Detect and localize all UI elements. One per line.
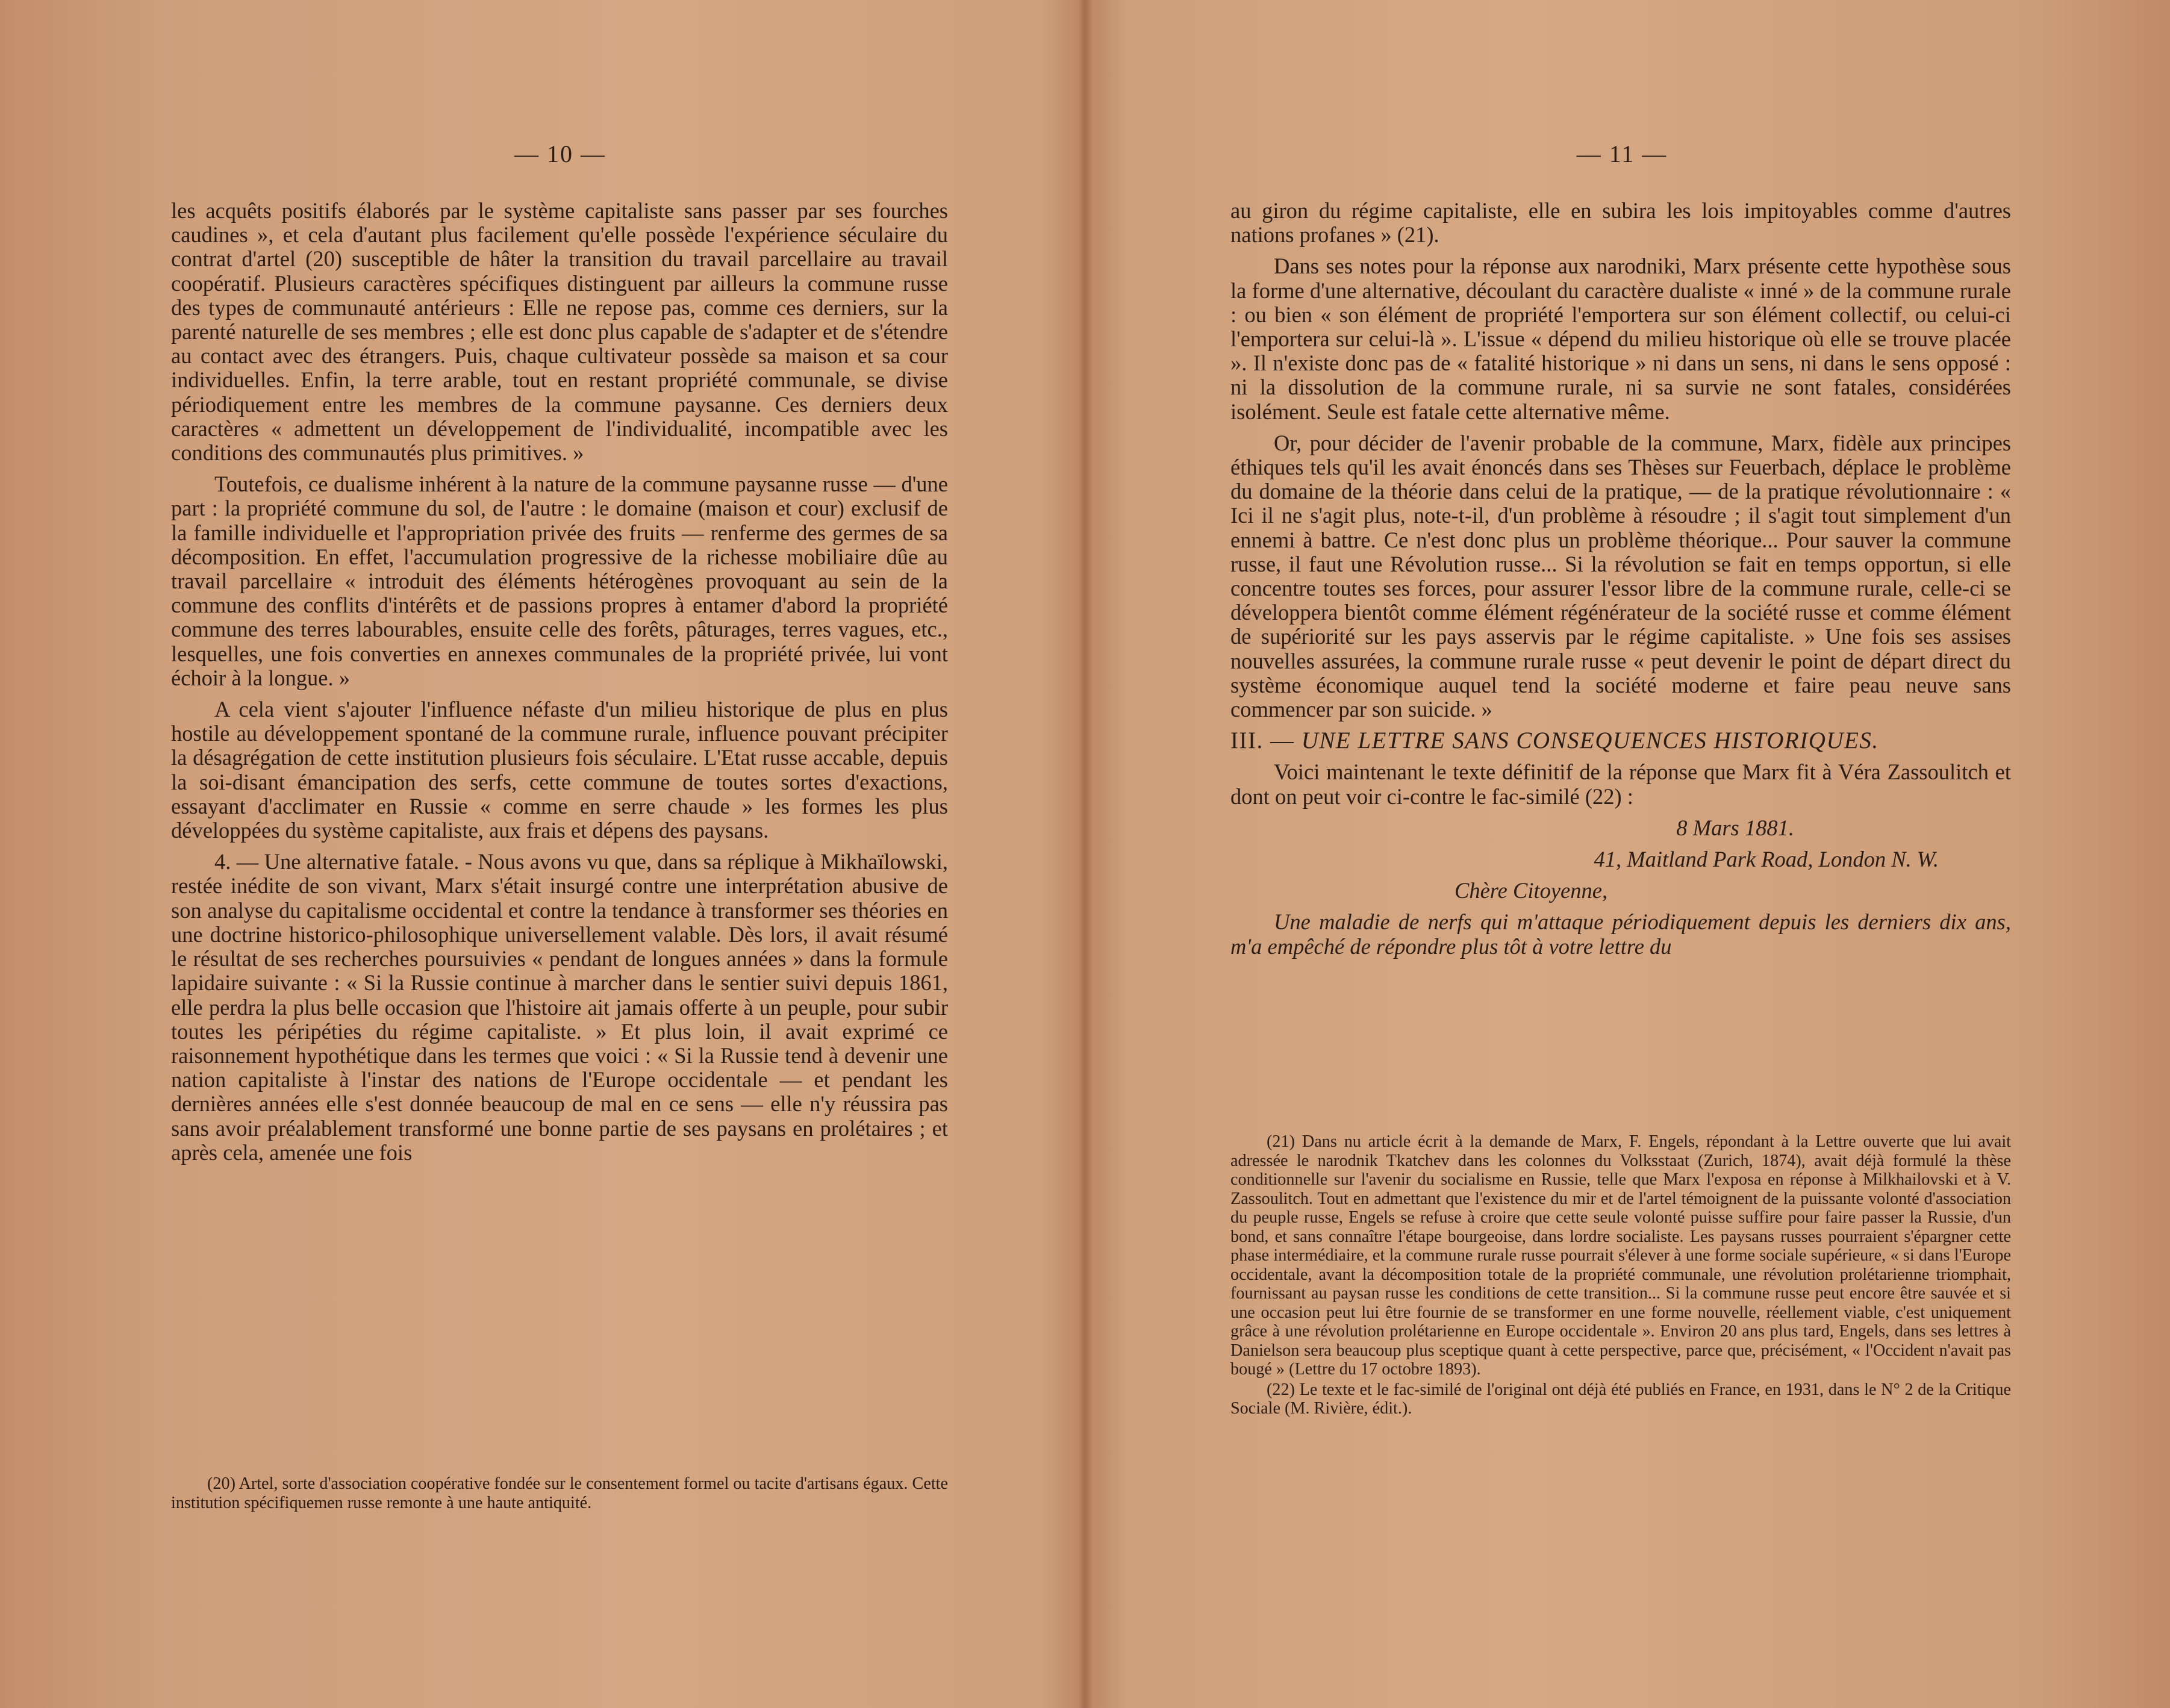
- footnote-21: (21) Dans nu article écrit à la demande de Marx, F. Engels, répondant à la Lettre ouverte que lui avait adressée le narodnik Tkatchev dans les colonnes du Volksstaat (Zurich, 1874), avait déjà formulé la thèse conditionnelle sur l'avenir du socialisme en Russie, telle que Marx l'exposa en réponse à Milkhailovski et à V. Zassoulitch. Tout en admettant que l'existence du mir et de l'artel témoignent de la puissante volonté d'association du peuple russe, Engels se refuse à croire que cette seule volonté puisse suffire pour faire passer la Russie, d'un bond, et sans connaître l'étape bourgeoise, dans lordre socialiste. Les paysans russes pourraient s'épargner cette phase intermédiaire, et la commune rurale russe pourrait s'élever à une forme sociale supérieure, « si dans l'Europe occidentale, avant la décomposition totale de la propriété communale, une révolution prolétarienne triomphait, fournissant au paysan russe les conditions de cette transition... Si la commune russe peut encore être sauvée et si une occasion peut lui être fournie de se transformer en une forme nouvelle, réellement viable, c'est uniquement grâce à une révolution prolétarienne en Europe occidentale ». Environ 20 ans plus tard, Engels, dans ses lettres à Danielson sera beaucoup plus sceptique quant à cette perspective, parce que, précisément, « l'Occident n'avait pas bougé » (Lettre du 17 octobre 1893).: [1230, 1132, 2011, 1379]
- right-footnotes: [1230, 1132, 2011, 1420]
- right-page-body: [1230, 199, 2011, 959]
- paragraph: Voici maintenant le texte définitif de la réponse que Marx fit à Véra Zassoulitch et dont on peut voir ci-contre le fac-similé (22) :: [1230, 759, 2011, 809]
- letter-body: Une maladie de nerfs qui m'attaque périodiquement depuis les derniers dix ans, m'a empêché de répondre plus tôt à votre lettre du: [1230, 909, 2011, 959]
- page-number: — 11 —: [1576, 140, 1668, 167]
- section-heading: [1230, 729, 2011, 753]
- page-number: — 10 —: [514, 140, 606, 167]
- left-page: [0, 0, 1084, 1708]
- paragraph: Or, pour décider de l'avenir probable de la commune, Marx, fidèle aux principes éthiques tels qu'il les avait énoncés dans ses Thèses sur Feuerbach, déplace le problème du domaine de la théorie dans celui de la pratique, — de la pratique révolutionnaire : « Ici il ne s'agit plus, note-t-il, d'un problème à résoudre ; il s'agit tout simplement d'un ennemi à battre. Ce n'est donc plus un problème théorique... Pour sauver la commune russe, il faut une Révolution russe... Si la révolution se fait en temps opportun, si elle concentre toutes ses forces, pour assurer l'essor libre de la commune rurale, celle-ci se développera bientôt comme élément régénérateur de la société russe et comme élément de supériorité sur les pays asservis par le régime capitaliste. » Une fois ses assises nouvelles assurées, la commune rurale russe « peut devenir le point de départ direct du système économique auquel tend la société moderne et faire peau neuve sans commencer par son suicide. »: [1230, 430, 2011, 722]
- paragraph: A cela vient s'ajouter l'influence néfaste d'un milieu historique de plus en plus hostile au développement spontané de la commune rurale, influence pouvant précipiter la désagrégation de cette institution plusieurs fois séculaire. L'Etat russe accable, depuis la soi-disant émancipation des serfs, cette commune de toutes sortes d'exactions, essayant d'acclimater en Russie « comme en serre chaude » les formes les plus développées du système capitaliste, aux frais et dépens des paysans.: [171, 697, 948, 843]
- paragraph: Dans ses notes pour la réponse aux narodniki, Marx présente cette hypothèse sous la forme d'une alternative, découlant du caractère dualiste « inné » de la commune rurale : ou bien « son élément de propriété l'emportera sur son élément collectif, ou celui-ci l'emportera sur celui-là ». L'issue « dépend du milieu historique où elle se trouve placée ». Il n'existe donc pas de « fatalité historique » ni dans un sens, ni dans le sens opposé : ni la dissolution de la commune rurale, ni sa survie ne sont fatales, considérées isolément. Seule est fatale cette alternative même.: [1230, 254, 2011, 424]
- letter-address: 41, Maitland Park Road, London N. W.: [1594, 847, 1939, 872]
- paragraph: au giron du régime capitaliste, elle en subira les lois impitoyables comme d'autres nations profanes » (21).: [1230, 198, 2011, 248]
- left-page-body: [171, 199, 948, 1172]
- left-footnotes: [171, 1474, 948, 1513]
- letter-date: 8 Mars 1881.: [1676, 815, 1794, 840]
- paragraph: Toutefois, ce dualisme inhérent à la nature de la commune paysanne russe — d'une part : la propriété commune du sol, de l'autre : le domaine (maison et cour) exclusif de la famille individuelle et l'appropriation privée des fruits — renferme des germes de sa décomposition. En effet, l'accumulation progressive de la richesse mobiliaire dûe au travail parcellaire « introduit des éléments hétérogènes provoquant au sein de la commune des conflits d'intérêts et de passions propres à entamer d'abord la propriété commune des terres labourables, ensuite celle des forêts, pâturages, terres vagues, etc., lesquelles, une fois converties en annexes communales de la propriété privée, lui vont échoir à la longue. »: [171, 472, 948, 690]
- paragraph: 4. — Une alternative fatale. - Nous avons vu que, dans sa réplique à Mikhaïlowski, restée inédite de son vivant, Marx s'était insurgé contre une interprétation abusive de son analyse du capitalisme occidental et contre la tendance à transformer ses théories en une doctrine historico-philosophique universellement valable. Dès lors, il avait résumé le résultat de ses recherches poursuivies « pendant de longues années » dans la formule lapidaire suivante : « Si la Russie continue à marcher dans le sentier suivi depuis 1861, elle perdra la plus belle occasion que l'histoire ait jamais offerte à un peuple, pour subir toutes les péripéties du régime capitaliste. » Et plus loin, il avait exprimé ce raisonnement hypothétique dans les termes que voici : « Si la Russie tend à devenir une nation capitaliste à l'instar des nations de l'Europe occidentale — et pendant les dernières années elle s'est donnée beaucoup de mal en ce sens — elle n'y réussira pas sans avoir préalablement transformé une bonne partie de ses paysans en prolétaires ; et après cela, amenée une fois: [171, 849, 948, 1165]
- footnote-22: (22) Le texte et le fac-similé de l'original ont déjà été publiés en France, en 1931, dans le N° 2 de la Critique Sociale (M. Rivière, édit.).: [1230, 1380, 2011, 1418]
- section-heading-title: UNE LETTRE SANS CONSEQUENCES HISTORIQUES.: [1301, 728, 1879, 754]
- section-heading-number: III. —: [1230, 728, 1295, 754]
- paragraph: les acquêts positifs élaborés par le système capitaliste sans passer par ses fourches caudines », et cela d'autant plus facilement qu'elle possède l'expérience séculaire du contrat d'artel (20) susceptible de hâter la transition du travail parcellaire au travail coopératif. Plusieurs caractères spécifiques distinguent par ailleurs la commune russe des types de communauté antérieurs : Elle ne repose pas, comme ces derniers, sur la parenté naturelle de ses membres ; elle est donc plus capable de s'adapter et de s'étendre au contact avec des étrangers. Puis, chaque cultivateur possède sa maison et sa cour individuelles. Enfin, la terre arable, tout en restant propriété communale, se divise périodiquement entre les membres de la commune paysanne. Ces derniers deux caractères « admettent un développement de l'individualité, incompatible avec les conditions des communautés plus primitives. »: [171, 198, 948, 466]
- footnote-20: (20) Artel, sorte d'association coopérative fondée sur le consentement formel ou tacite d'artisans égaux. Cette institution spécifiquemen russe remonte à une haute antiquité.: [171, 1474, 948, 1512]
- letter-salutation: Chère Citoyenne,: [1454, 878, 1608, 903]
- right-page: [1086, 0, 2170, 1708]
